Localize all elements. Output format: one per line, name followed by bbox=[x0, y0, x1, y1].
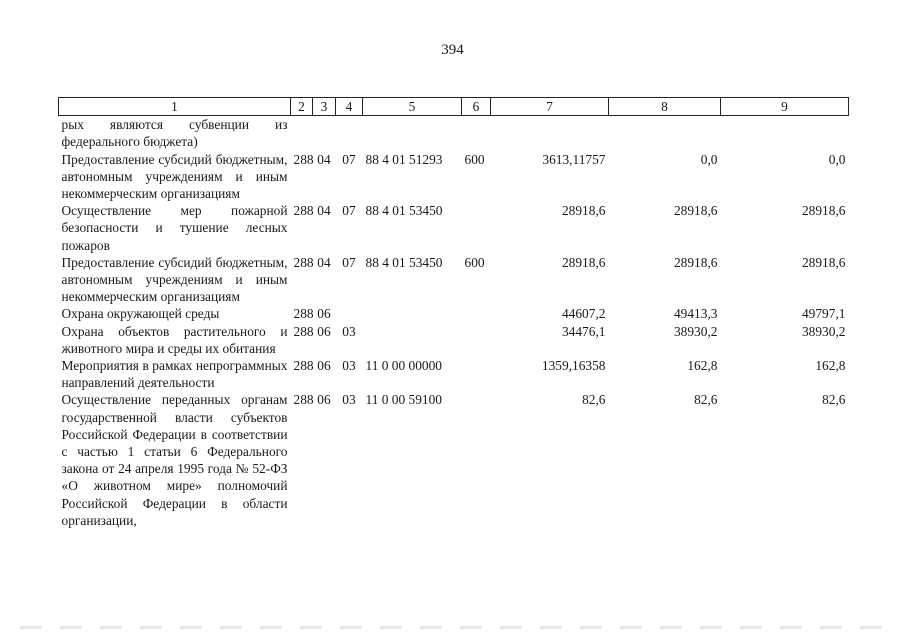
row-target-article bbox=[363, 116, 462, 151]
table-row bbox=[59, 323, 849, 357]
row-amount-col8: 28918,6 bbox=[673, 254, 718, 270]
row-subsection: 03 bbox=[342, 323, 356, 339]
header-col-2: 2 bbox=[291, 98, 313, 116]
budget-table-wrap bbox=[58, 97, 848, 529]
row-name: Предоставление субсидий бюджетным, автономным учреждениям и иным некоммерческим организациям bbox=[61, 254, 288, 305]
row-ministry-code: 288 bbox=[293, 392, 314, 408]
scan-artifact-line bbox=[20, 626, 885, 629]
row-amount-col7: 34476,1 bbox=[561, 323, 606, 339]
row-name: Охрана объектов растительного и животного мира и среды их обитания bbox=[61, 323, 288, 356]
budget-table bbox=[58, 97, 849, 529]
row-name: Осуществление мер пожарной безопасности и тушение лесных пожаров bbox=[61, 203, 288, 253]
row-amount-col8 bbox=[609, 116, 721, 151]
table-row bbox=[59, 357, 849, 391]
row-expense-type bbox=[462, 391, 491, 529]
row-subsection: 03 bbox=[342, 358, 356, 374]
table-row bbox=[59, 391, 849, 529]
row-ministry-code: 288 bbox=[293, 254, 314, 270]
row-ministry-code: 288 bbox=[293, 203, 314, 219]
row-ministry-code: 288 bbox=[293, 306, 314, 322]
header-col-4: 4 bbox=[336, 98, 363, 116]
row-amount-col9 bbox=[721, 116, 849, 151]
row-amount-col9: 28918,6 bbox=[801, 254, 846, 270]
row-amount-col8: 162,8 bbox=[687, 358, 718, 374]
row-amount-col8: 28918,6 bbox=[673, 203, 718, 219]
row-target-article: 11 0 00 59100 bbox=[365, 392, 442, 408]
row-section: 06 bbox=[317, 392, 331, 408]
row-amount-col9: 162,8 bbox=[815, 358, 846, 374]
row-name: Охрана окружающей среды bbox=[61, 306, 220, 322]
row-target-article: 88 4 01 53450 bbox=[365, 254, 443, 270]
row-ministry-code bbox=[291, 116, 313, 151]
row-amount-col7: 1359,16358 bbox=[541, 358, 606, 374]
row-subsection: 03 bbox=[342, 392, 356, 408]
row-amount-col7: 28918,6 bbox=[561, 203, 606, 219]
header-col-1: 1 bbox=[59, 98, 291, 116]
row-subsection: 07 bbox=[342, 254, 356, 270]
row-expense-type: 600 bbox=[464, 254, 485, 270]
row-subsection: 07 bbox=[342, 151, 356, 167]
row-amount-col8: 0,0 bbox=[700, 151, 718, 167]
table-row bbox=[59, 151, 849, 203]
header-col-3: 3 bbox=[313, 98, 336, 116]
row-section: 06 bbox=[317, 306, 331, 322]
row-expense-type bbox=[462, 357, 491, 391]
row-amount-col7: 82,6 bbox=[582, 392, 606, 408]
row-target-article: 88 4 01 51293 bbox=[365, 151, 443, 167]
row-ministry-code: 288 bbox=[293, 358, 314, 374]
header-col-9: 9 bbox=[721, 98, 849, 116]
page-number: 394 bbox=[441, 42, 464, 58]
row-ministry-code: 288 bbox=[293, 151, 314, 167]
row-amount-col7 bbox=[491, 116, 609, 151]
row-expense-type bbox=[462, 323, 491, 357]
row-ministry-code: 288 bbox=[293, 323, 314, 339]
row-name: Предоставление субсидий бюджетным, автономным учреждениям и иным некоммерческим организациям bbox=[61, 151, 288, 202]
header-col-5: 5 bbox=[363, 98, 462, 116]
row-section: 06 bbox=[317, 323, 331, 339]
header-col-7: 7 bbox=[491, 98, 609, 116]
row-expense-type bbox=[462, 305, 491, 322]
row-amount-col9: 82,6 bbox=[822, 392, 846, 408]
header-col-6: 6 bbox=[462, 98, 491, 116]
row-name: Мероприятия в рамках непрограммных направлений деятельности bbox=[61, 358, 288, 391]
row-target-article: 11 0 00 00000 bbox=[365, 358, 442, 374]
row-name: рых являются субвенции из федерального бюджета) bbox=[61, 117, 288, 150]
row-target-article: 88 4 01 53450 bbox=[365, 203, 443, 219]
row-section: 04 bbox=[317, 254, 331, 270]
header-col-8: 8 bbox=[609, 98, 721, 116]
row-target-article bbox=[363, 305, 462, 322]
row-subsection: 07 bbox=[342, 203, 356, 219]
row-name: Осуществление переданных органам государственной власти субъектов Российской Федерации в соответствии с частью 1 статьи 6 Федерального закона от 24 апреля 1995 года № 52-ФЗ «О животном мире» полномочий Российской Федерации в области организации, bbox=[61, 392, 288, 528]
row-section: 04 bbox=[317, 151, 331, 167]
row-amount-col7: 28918,6 bbox=[561, 254, 606, 270]
row-amount-col8: 38930,2 bbox=[673, 323, 718, 339]
row-expense-type bbox=[462, 202, 491, 254]
row-expense-type bbox=[462, 116, 491, 151]
row-section bbox=[313, 116, 336, 151]
row-section: 06 bbox=[317, 358, 331, 374]
row-amount-col9: 0,0 bbox=[828, 151, 846, 167]
row-amount-col9: 28918,6 bbox=[801, 203, 846, 219]
row-subsection bbox=[336, 116, 363, 151]
row-section: 04 bbox=[317, 203, 331, 219]
table-row bbox=[59, 254, 849, 306]
row-amount-col9: 38930,2 bbox=[801, 323, 846, 339]
row-amount-col9: 49797,1 bbox=[801, 306, 846, 322]
table-header-row bbox=[59, 98, 849, 116]
row-expense-type: 600 bbox=[464, 151, 485, 167]
row-amount-col7: 44607,2 bbox=[561, 306, 606, 322]
row-amount-col8: 49413,3 bbox=[673, 306, 718, 322]
table-row bbox=[59, 202, 849, 254]
row-amount-col7: 3613,11757 bbox=[542, 151, 606, 167]
table-row bbox=[59, 116, 849, 151]
row-amount-col8: 82,6 bbox=[694, 392, 718, 408]
row-subsection bbox=[336, 305, 363, 322]
table-row bbox=[59, 305, 849, 322]
row-target-article bbox=[363, 323, 462, 357]
